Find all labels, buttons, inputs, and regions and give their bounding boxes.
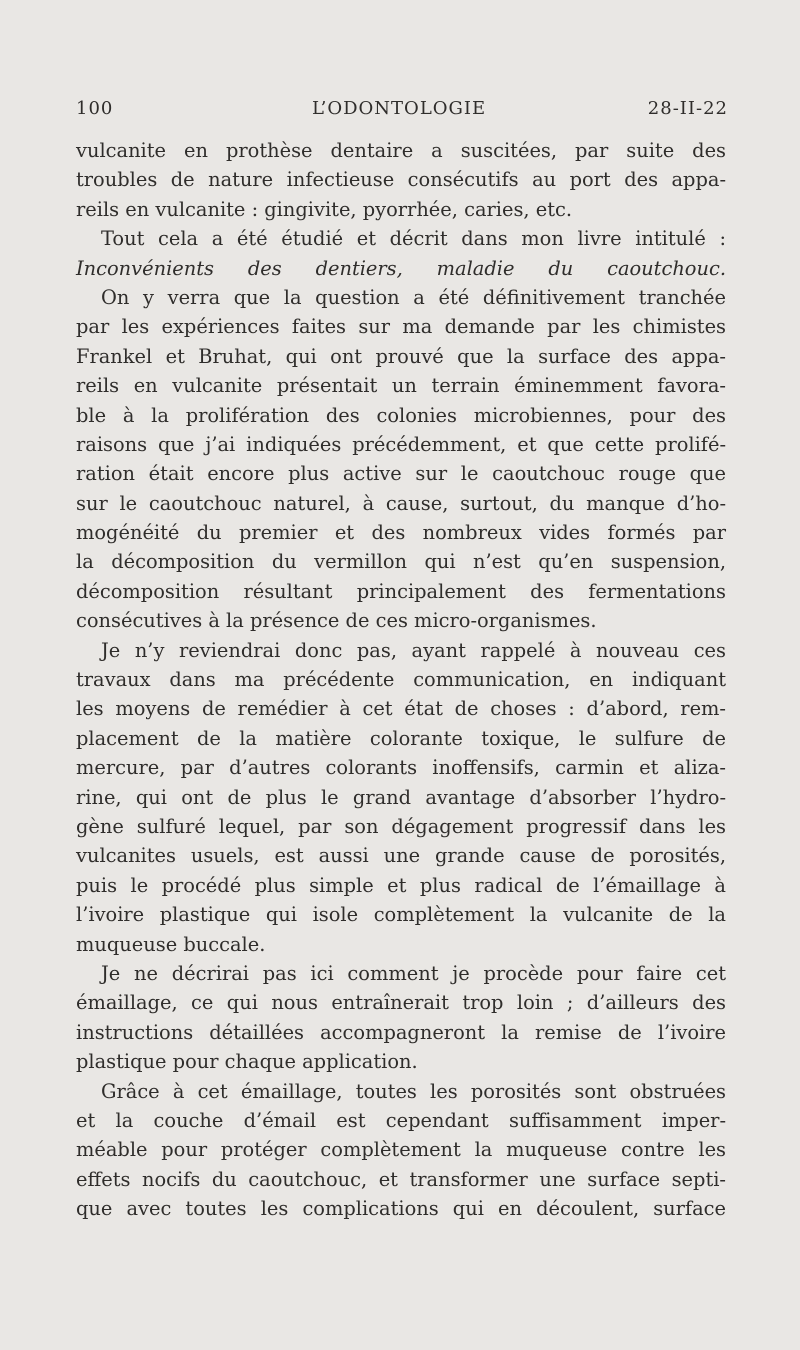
text-line: On y verra que la question a été définitivement tranchée [101, 285, 726, 309]
text-line: Tout cela a été étudié et décrit dans mon livre intitulé : [101, 227, 726, 251]
text-line: rine, qui ont de plus le grand avantage d’absorber l’hydro- [76, 785, 726, 809]
text-line: émaillage, ce qui nous entraînerait trop loin ; d’ailleurs des [76, 991, 726, 1015]
text-line: reils en vulcanite : gingivite, pyorrhée, caries, etc. [76, 197, 573, 221]
text-line: reils en vulcanite présentait un terrain éminemment favora- [76, 374, 726, 398]
text-line: plastique pour chaque application. [76, 1050, 418, 1074]
text-line: Je ne décrirai pas ici comment je procède pour faire cet [101, 961, 726, 985]
journal-title: L’ODONTOLOGIE [312, 98, 487, 119]
book-title-line: Inconvénients des dentiers, maladie du caoutchouc. [76, 256, 726, 280]
text-line: Frankel et Bruhat, qui ont prouvé que la surface des appa- [76, 344, 726, 368]
text-line: ble à la prolifération des colonies microbiennes, pour des [76, 403, 726, 427]
text-line: placement de la matière colorante toxique, le sulfure de [76, 726, 726, 750]
text-line: les moyens de remédier à cet état de choses : d’abord, rem- [76, 697, 726, 721]
text-line: raisons que j’ai indiquées précédemment, et que cette prolifé- [76, 432, 726, 456]
text-line: troubles de nature infectieuse consécutifs au port des appa- [76, 168, 726, 192]
page-number: 100 [76, 98, 114, 119]
text-line: effets nocifs du caoutchouc, et transformer une surface septi- [76, 1167, 726, 1191]
text-line: méable pour protéger complètement la muqueuse contre les [76, 1138, 726, 1162]
text-line: instructions détaillées accompagneront la remise de l’ivoire [76, 1020, 726, 1044]
running-header [76, 98, 728, 124]
text-line: et la couche d’émail est cependant suffisamment imper- [76, 1108, 726, 1132]
text-line: mogénéité du premier et des nombreux vides formés par [76, 521, 726, 545]
text-line: gène sulfuré lequel, par son dégagement progressif dans les [76, 814, 726, 838]
issue-date: 28-II-22 [647, 98, 728, 119]
text-line: vulcanites usuels, est aussi une grande cause de porosités, [76, 844, 726, 868]
text-line: vulcanite en prothèse dentaire a suscitées, par suite des [76, 139, 726, 162]
text-line: que avec toutes les complications qui en découlent, surface [76, 1197, 726, 1221]
text-line: décomposition résultant principalement des fermentations [76, 579, 726, 603]
text-line: muqueuse buccale. [76, 932, 266, 956]
text-line: la décomposition du vermillon qui n’est qu’en suspension, [76, 550, 726, 574]
body-text [76, 136, 726, 1223]
text-line: puis le procédé plus simple et plus radical de l’émaillage à [76, 873, 726, 897]
text-line: Grâce à cet émaillage, toutes les porosités sont obstruées [101, 1079, 726, 1103]
text-line: par les expériences faites sur ma demande par les chimistes [76, 315, 726, 339]
text-line: l’ivoire plastique qui isole complètement la vulcanite de la [76, 903, 726, 927]
text-line: ration était encore plus active sur le caoutchouc rouge que [76, 462, 726, 486]
text-line: consécutives à la présence de ces micro-organismes. [76, 609, 597, 633]
text-line: travaux dans ma précédente communication, en indiquant [76, 668, 726, 692]
text-line: sur le caoutchouc naturel, à cause, surtout, du manque d’ho- [76, 491, 726, 515]
text-line: mercure, par d’autres colorants inoffensifs, carmin et aliza- [76, 756, 726, 780]
text-line: Je n’y reviendrai donc pas, ayant rappelé à nouveau ces [101, 638, 726, 662]
